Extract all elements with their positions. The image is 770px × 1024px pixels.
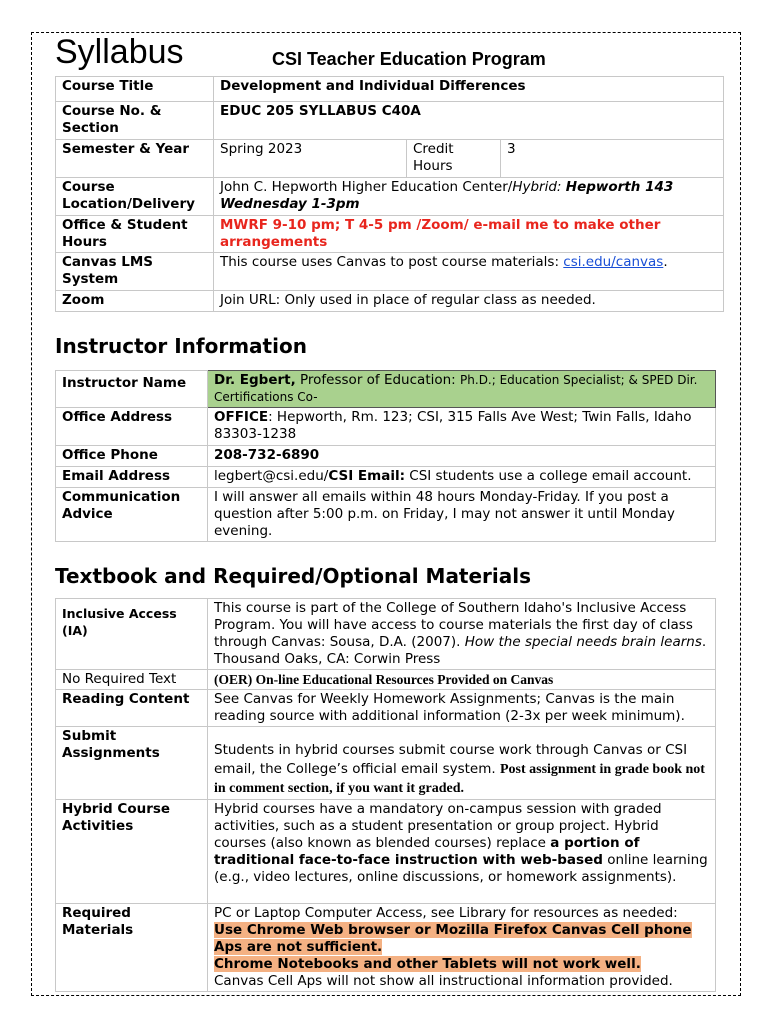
email-value (208, 467, 716, 488)
table-row (56, 140, 724, 178)
office-address-text: : Hepworth, Rm. 123; CSI, 315 Falls Ave West; Twin Falls, Idaho 83303-1238 (214, 409, 692, 442)
table-row (56, 102, 724, 140)
instructor-credentials: Ph.D.; Education Specialist; & SPED Dir. Certifications Co- (214, 373, 698, 404)
table-row (56, 599, 716, 670)
course-no-label: Course No. & Section (56, 102, 214, 140)
table-row (56, 408, 716, 446)
instructor-name-bold: Dr. Egbert, (214, 372, 296, 388)
course-title-value: Development and Individual Differences (214, 77, 724, 102)
table-row (56, 178, 724, 216)
credit-label: Credit Hours (407, 140, 501, 178)
reading-content-label: Reading Content (56, 690, 208, 727)
table-row (56, 488, 716, 542)
instructor-title: Professor of Education: (300, 372, 456, 388)
office-hours-value: MWRF 9-10 pm; T 4-5 pm /Zoom/ e-mail me to make other arrangements (214, 216, 724, 253)
ia-book-title: How the special needs brain learns (464, 634, 702, 650)
instructor-heading: Instructor Information (55, 334, 307, 358)
table-row (56, 670, 716, 690)
office-address-value (208, 408, 716, 446)
inclusive-access-value (208, 599, 716, 670)
req-highlight-1: Use Chrome Web browser or Mozilla Firefox Canvas Cell phone Aps are not sufficient. (214, 922, 692, 955)
location-label: Course Location/Delivery (56, 178, 214, 216)
reading-content-value: See Canvas for Weekly Homework Assignments; Canvas is the main reading source with additional information (2-3x per week minimum). (208, 690, 716, 727)
office-hours-label: Office & Student Hours (56, 216, 214, 253)
req-text: PC or Laptop Computer Access, see Library for resources as needed: (214, 905, 678, 921)
ia-end: . Thousand Oaks, CA: Corwin Press (214, 634, 707, 667)
canvas-end: . (663, 254, 668, 270)
location-hybrid: Hybrid: (512, 179, 562, 195)
communication-value: I will answer all emails within 48 hours Monday-Friday. If you post a question after 5:00 p.m. on Friday, I may not answer it until Monday evening. (208, 488, 716, 542)
instructor-table (55, 370, 716, 542)
table-row (56, 77, 724, 102)
email-rest: CSI students use a college email account. (409, 468, 692, 484)
program-name: CSI Teacher Education Program (272, 49, 546, 69)
table-row (56, 904, 716, 992)
syllabus-title: Syllabus (55, 33, 184, 71)
zoom-label: Zoom (56, 291, 214, 312)
semester-value: Spring 2023 (214, 140, 407, 178)
table-row (56, 800, 716, 904)
submit-assignments-value (208, 727, 716, 800)
ia-text: This course is part of the College of Southern Idaho's Inclusive Access Program. You will have access to course materials the first day of class through Canvas: Sousa, D.A. (2007). (214, 600, 693, 650)
materials-heading: Textbook and Required/Optional Materials (55, 564, 532, 588)
table-row (56, 216, 724, 253)
no-required-text-label: No Required Text (56, 670, 208, 690)
semester-label: Semester & Year (56, 140, 214, 178)
canvas-value (214, 253, 724, 291)
office-phone-label: Office Phone (56, 446, 208, 467)
hybrid-bold: a portion of traditional face-to-face instruction with web-based (214, 835, 640, 868)
req-end: Canvas Cell Aps will not show all instructional information provided. (214, 973, 673, 989)
inclusive-access-label: Inclusive Access (IA) (56, 599, 208, 670)
office-address-bold: OFFICE (214, 409, 269, 425)
table-row (56, 253, 724, 291)
email-bold: CSI Email: (328, 468, 405, 484)
course-info-table (55, 76, 724, 312)
course-title-label: Course Title (56, 77, 214, 102)
office-phone-value: 208-732-6890 (208, 446, 716, 467)
canvas-label: Canvas LMS System (56, 253, 214, 291)
table-row (56, 690, 716, 727)
canvas-text: This course uses Canvas to post course materials: (220, 254, 559, 270)
submit-bold: Post assignment in grade book not in comment section, if you want it graded. (214, 762, 705, 796)
location-text: John C. Hepworth Higher Education Center/ (220, 179, 513, 195)
email-address: legbert@csi.edu/ (214, 468, 329, 484)
materials-table (55, 598, 716, 992)
hybrid-text-1: Hybrid courses have a mandatory on-campus session with graded activities, such as a student presentation or group project. Hybrid courses (also known as blended courses) replace (214, 801, 662, 851)
table-row (56, 446, 716, 467)
instructor-name-label: Instructor Name (56, 371, 208, 408)
instructor-name-value (208, 371, 716, 408)
no-required-text-value: (OER) On-line Educational Resources Provided on Canvas (208, 670, 716, 690)
credit-value: 3 (501, 140, 724, 178)
table-row (56, 727, 716, 800)
required-materials-label: Required Materials (56, 904, 208, 992)
location-bold: Hepworth 143 Wednesday 1-3pm (220, 179, 674, 212)
zoom-value: Join URL: Only used in place of regular class as needed. (214, 291, 724, 312)
communication-label: Communication Advice (56, 488, 208, 542)
office-address-label: Office Address (56, 408, 208, 446)
canvas-link[interactable]: csi.edu/canvas (563, 254, 664, 270)
email-label: Email Address (56, 467, 208, 488)
required-materials-value (208, 904, 716, 992)
submit-assignments-label: Submit Assignments (56, 727, 208, 800)
course-no-value: EDUC 205 SYLLABUS C40A (214, 102, 724, 140)
table-row (56, 371, 716, 408)
hybrid-activities-label: Hybrid Course Activities (56, 800, 208, 904)
hybrid-text-2: online learning (e.g., video lectures, online discussions, or homework assignments). (214, 852, 708, 885)
table-row (56, 291, 724, 312)
req-highlight-2: Chrome Notebooks and other Tablets will not work well. (214, 956, 641, 972)
hybrid-activities-value (208, 800, 716, 904)
location-value (214, 178, 724, 216)
table-row (56, 467, 716, 488)
submit-text: Students in hybrid courses submit course work through Canvas or CSI email, the College’s official email system. (214, 742, 688, 777)
